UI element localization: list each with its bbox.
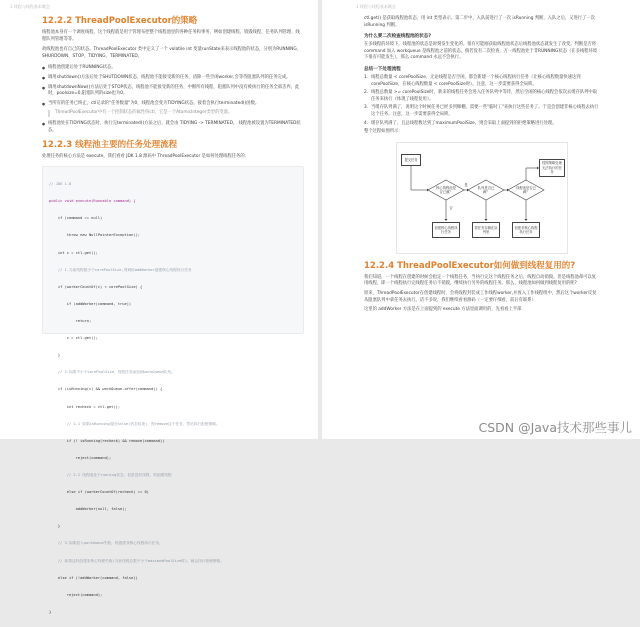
flow-reject-box: 按照策略处理无法执行的任务: [539, 159, 565, 177]
step-text: 当缓存队列满了，说明这个时候任务已经多到爆棚，需要一些"临时工"来执行这些任务了。于是会创建非核心线程去执行这个任务。注意，这一步需要获得全局锁。: [371, 105, 599, 117]
code-line: }: [49, 609, 52, 614]
code-line: c = ctl.get();: [49, 336, 98, 341]
ctl-note-quote: ThreadPoolExecutor中有一个控制状态的属性叫ctl，它是一个AtomicInteger类型的变量。: [48, 110, 304, 117]
code-line: // 2.2 线程池处于running状态，但是没有线程，则创建线程: [49, 472, 172, 477]
list-item: ● 线程池处在TIDYING状态时，执行完terminated()方法之后，就会由 TIDYING -> TERMINATED， 线程池被设置为TERMINATED状态。: [42, 121, 304, 134]
flow-yes-label: 否: [449, 206, 453, 211]
list-item: ● 当所有的任务已终止，ctl记录的"任务数量"为0，线程池会变为TIDYING状态。接着会执行terminated()函数。: [42, 101, 304, 108]
code-line: throw new NullPointerException();: [49, 233, 141, 238]
code-line: public void execute(Runnable command) {: [49, 199, 136, 204]
left-content: [0, 16, 318, 614]
code-line: return;: [49, 319, 92, 323]
flow-decision-queue-label: 队列是否已满？: [477, 185, 495, 194]
code-line: // 2.1 如果isRunning返回false(状态检查)，则remove这个任务，然后执行拒绝策略。: [49, 421, 220, 426]
reuse-para-3: 这里的 addWorker 方法是在上面提到的 execute 方法里面调用的，先看看上半部: [364, 307, 522, 313]
code-line: }: [49, 353, 61, 358]
step-text: 线程总数量 >= corePoolSize时，新来的线程任务会进入任务队列中等待，然后空闲的核心线程会依次去缓存队列中取任务来执行（体现了线程复用）。: [371, 90, 598, 102]
state-bullet-list: [42, 65, 304, 107]
process-step-list: [364, 75, 600, 127]
code-line: addWorker(null, false);: [49, 507, 127, 512]
code-line: else if (workerCountOf(recheck) == 0): [49, 490, 149, 495]
strategy-para-1: 线程池本身有一个调度线程，这个线程就是用于管理布控整个线程池里的各种任务和事务，例如创建线程、销毁线程、任务队列管理、线程队列管理等等。: [42, 30, 300, 42]
execute-code-block: [42, 166, 304, 614]
step-text: 线程总数量 < corePoolSize，无论线程是否空闲，都会新建一个核心线程执行任务（让核心线程数量快速达到corePoolSize，在核心线程数量 < corePoolSize时）。注意，这一步需要获得全局锁。: [371, 74, 581, 87]
flow-decision-core-label: 核心线程池是否已满？: [436, 185, 456, 194]
code-line: if (addWorker(command, true)): [49, 301, 132, 306]
code-line: // JDK 1.8: [49, 182, 72, 187]
flow-decision-pool-label: 线程池是否已满？: [516, 185, 536, 194]
code-line: if (isRunning(c) && workQueue.offer(command)) {: [49, 387, 163, 392]
double-check-title: 为什么要二次检查线程池的状态?: [364, 34, 431, 40]
list-item: 1. 线程总数量 < corePoolSize，无论线程是否空闲，都会新建一个核心线程执行任务（让核心线程数量快速达到corePoolSize，在核心线程数量 < corePoolSize时）。注意，这一步需要获得全局锁。: [364, 74, 581, 87]
strategy-para-2: 故线程池也有自己的状态。ThreadPoolExecutor 类中定义了一个 volatile int 变量runState来表示线程池的状态，分别为RUNNING、SHURDOWN、STOP、TIDYING，TERMINATED。: [42, 47, 301, 59]
list-item: 3. 当缓存队列满了，说明这个时候任务已经多到爆棚，需要一些"临时工"来执行这些任务了。于是会创建非核心线程去执行这个任务。注意，这一步需要获得全局锁。: [364, 105, 599, 117]
flow-result-core-box: 创建核心线程执行任务: [432, 222, 460, 238]
ctl-intro-para: ctl.get() 是获取线程池状态，用 int 类型表示。第二步中，入队前进行了一次 isRunning 判断，入队之后，又进行了一次 isRunning 判断。: [364, 16, 595, 28]
list-item: ● 线程池创建后处于RUNNING状态。: [42, 65, 304, 72]
code-line: if (! isRunning(recheck) && remove(command)): [49, 438, 165, 443]
code-line: reject(command);: [49, 455, 112, 460]
code-line: int recheck = ctl.get();: [49, 404, 121, 409]
code-line: else if (!addWorker(command, false)): [49, 575, 138, 580]
list-item: 4. 缓存队列满了，且总线程数达到了maximumPoolSize，则会采取上面提到的拒绝策略进行处理。: [364, 120, 557, 126]
double-check-para: 在多线程的环境下，线程池的状态是时刻发生变化的。很有可能刚获取线程池状态后线程池状态就发生了改变。判断是否将 command 加入 workqueue 是线程池之前的状态。倘若没有二次检查，万一线程池处于非RUNNING状态（在多线程环境下很有可能发生），那么 command 永远不会执行。: [364, 42, 598, 61]
code-line: // 1.当前线程数小于corePoolSize,则调用addWorker创建核心线程执行任务: [49, 267, 192, 272]
flow-result-queue-box: 将任务存储在队列里: [472, 222, 500, 238]
flow-intro-para: 处理任务的核心方法是 execute，我们看看 JDK 1.8 源码中 ThreadPoolExecutor 是如何处理线程任务的：: [42, 154, 249, 160]
reuse-para-2: 原来，ThreadPoolExecutor在创建线程时，会将线程封装成工作线程worker,并放入工作线程组中，然后这个worker反复从阻塞队列中拿任务去执行。话不多说，我们继续看看源码（一定要仔细看，前后有联系）: [364, 290, 597, 303]
figure-caption: 整个过程如图所示：: [364, 129, 403, 135]
section-title-reuse: 12.2.4 ThreadPoolExecutor如何做到线程复用的?: [364, 260, 576, 271]
right-page: [322, 0, 640, 439]
code-line: }: [49, 524, 61, 529]
code-line: int c = ctl.get();: [49, 250, 98, 255]
list-item: 2. 线程总数量 >= corePoolSize时，新来的线程任务会进入任务队列中等待，然后空闲的核心线程会依次去缓存队列中取任务来执行（体现了线程复用）。: [364, 90, 598, 102]
summary-title: 总结一下处理流程: [364, 66, 401, 72]
code-line: // 3.如果放入workQueue失败，则创建非核心线程执行任务，: [49, 541, 163, 546]
flow-no-label: 是: [464, 183, 468, 188]
left-page: [0, 0, 318, 614]
flow-start-box: 提交任务: [401, 154, 421, 166]
section-title-flow: 12.2.3 线程池主要的任务处理流程: [42, 140, 178, 151]
list-item: ● 调用shutdown()方法后处于SHUTDOWN状态，线程池不能接受新的任务，清除一些空闲worker,会等待阻塞队列的任务完成。: [42, 75, 304, 82]
running-head-right: 1 线程与线程基本概念: [356, 4, 396, 9]
section-title-strategy: 12.2.2 ThreadPoolExecutor的策略: [42, 16, 198, 26]
list-item: ● 调用shutdownNow()方法后处于STOP状态，线程池不能接受新的任务，中断所有线程，阻塞队列中没有被执行的任务全部丢弃。此时，poolsize=0,阻塞队列的size也为0。: [42, 85, 304, 98]
step-text: 缓存队列满了，且总线程数达到了maximumPoolSize，则会采取上面提到的拒绝策略进行处理。: [371, 120, 557, 126]
code-line: // 如果这时创建非核心线程失败(当前线程总数不小于maximumPoolSize时)，就会执行拒绝策略。: [49, 558, 224, 563]
right-content: [322, 16, 640, 314]
reuse-para-1: 我们知道，一个线程在创建的时候会指定一个线程任务，当执行完这个线程任务之后，线程自动销毁。但是线程池却可以复用线程，即一个线程执行完线程任务后不销毁，继续执行另外的线程任务。那么，线程池如何做到线程复用的呢?: [364, 274, 597, 287]
running-head-left: 1 线程与线程基本概念: [10, 4, 50, 9]
state-bullet-list-2: [42, 121, 304, 134]
watermark: CSDN @Java技术那些事儿: [478, 420, 632, 435]
flowchart: [396, 142, 568, 254]
code-line: if (command == null): [49, 216, 103, 221]
flow-result-noncore-box: 创建非核心线程执行任务: [512, 222, 540, 238]
code-line: reject(command);: [49, 592, 103, 597]
code-line: // 2.如果不小于corePoolSize，则将任务添加到workQueue队列。: [49, 370, 175, 375]
code-line: if (workerCountOf(c) < corePoolSize) {: [49, 284, 143, 289]
